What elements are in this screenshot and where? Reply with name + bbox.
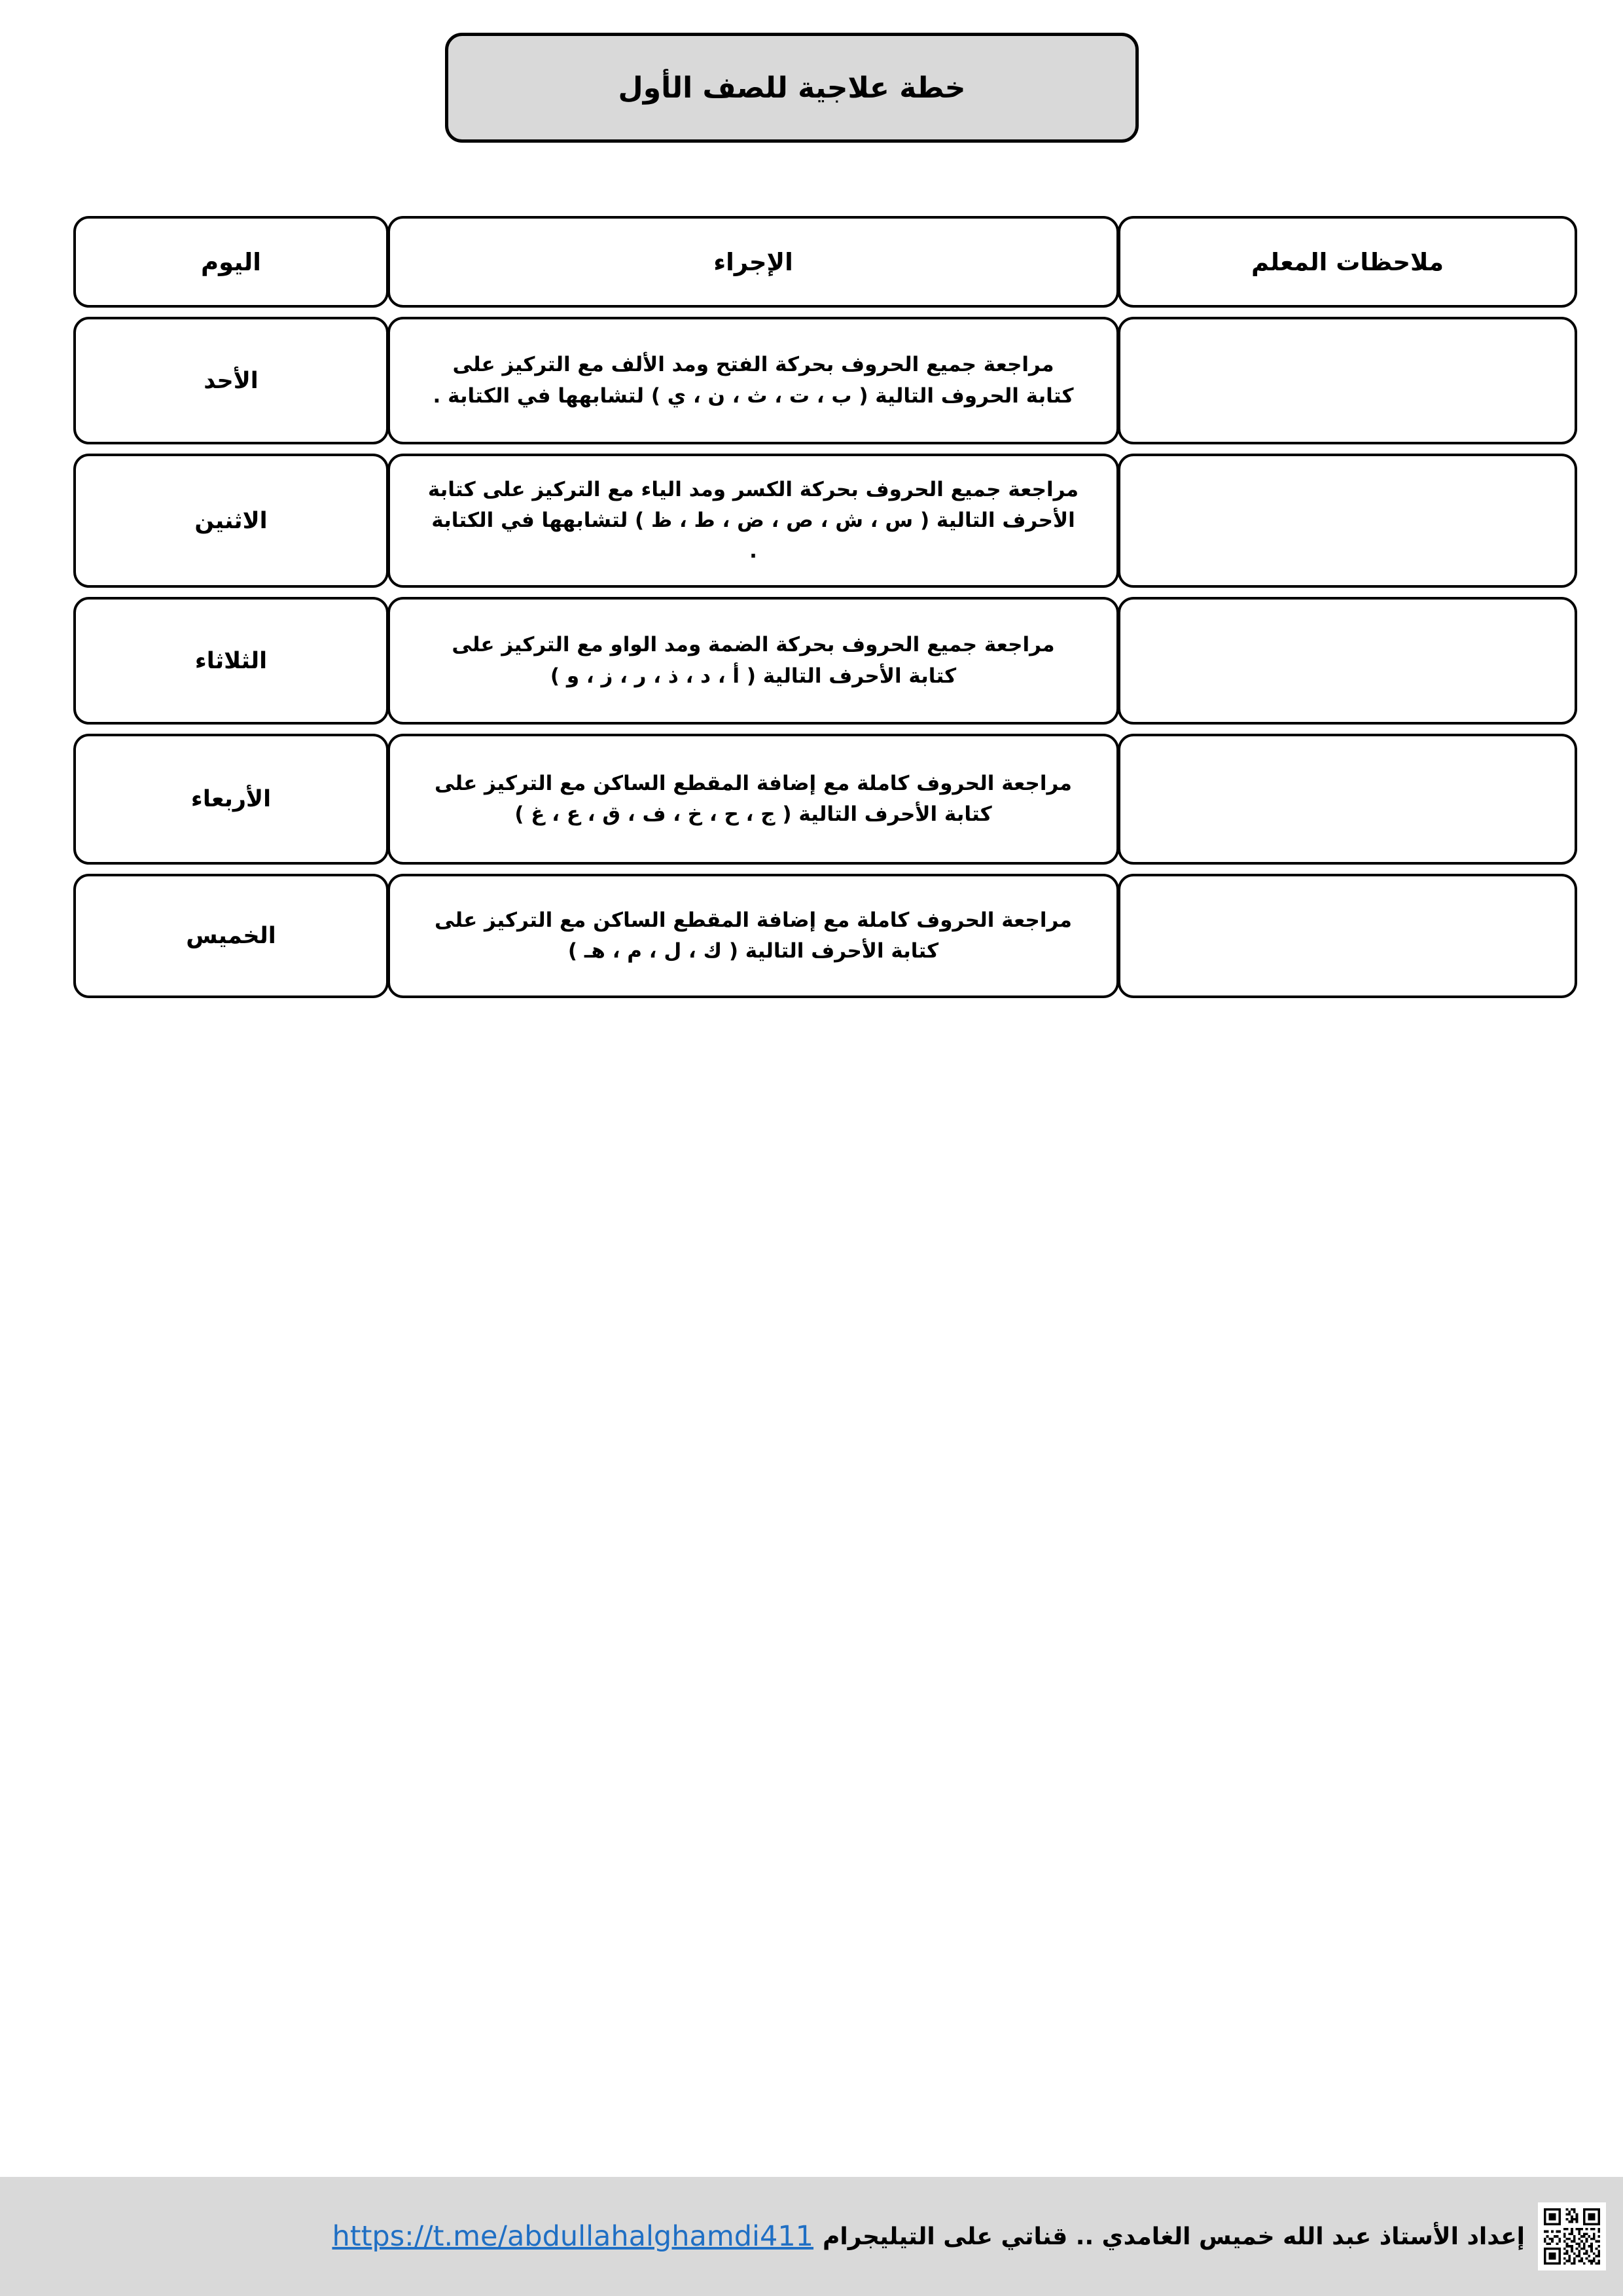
procedure-text: مراجعة جميع الحروف بحركة الفتح ومد الألف مع التركيز على كتابة الحروف التالية ( ب ، ت ، ث ، ن ، ي ) لتشابهها في الكتابة . — [433, 353, 1074, 408]
procedure-cell — [387, 454, 1119, 588]
remedial-plan-table — [72, 216, 1577, 998]
notes-input-area[interactable] — [1135, 745, 1560, 853]
procedure-cell — [387, 597, 1119, 725]
table-row — [72, 317, 1577, 444]
day-cell — [73, 317, 389, 444]
day-label: الأحد — [204, 367, 259, 394]
day-cell — [73, 874, 389, 998]
day-label: الثلاثاء — [194, 647, 268, 674]
page-title: خطة علاجية للصف الأول — [618, 71, 966, 105]
procedure-text: مراجعة الحروف كاملة مع إضافة المقطع الساكن مع التركيز على كتابة الأحرف التالية ( ك ، ل ، م ، هـ ) — [435, 908, 1072, 963]
procedure-text: مراجعة جميع الحروف بحركة الكسر ومد الياء مع التركيز على كتابة الأحرف التالية ( س ، ش ، ص ، ض ، ط ، ظ ) لتشابهها في الكتابة . — [427, 477, 1079, 564]
table-header-row — [72, 216, 1577, 308]
notes-cell[interactable] — [1118, 874, 1577, 998]
table-row — [72, 874, 1577, 998]
procedure-text: مراجعة الحروف كاملة مع إضافة المقطع الساكن مع التركيز على كتابة الأحرف التالية ( ج ، ح ، خ ، ف ، ق ، ع ، غ ) — [435, 771, 1072, 826]
telegram-channel-link[interactable]: https://t.me/abdullahalghamdi411 — [332, 2220, 814, 2253]
notes-cell[interactable] — [1118, 597, 1577, 725]
column-header-notes-label: ملاحظات المعلم — [1251, 247, 1444, 276]
notes-input-area[interactable] — [1135, 886, 1560, 986]
table-row — [72, 454, 1577, 588]
title-box — [445, 33, 1139, 143]
column-header-procedure — [387, 216, 1119, 308]
notes-input-area[interactable] — [1135, 609, 1560, 713]
table-row — [72, 734, 1577, 865]
title-banner — [445, 33, 1139, 143]
procedure-cell — [387, 874, 1119, 998]
day-label: الخميس — [186, 923, 276, 949]
procedure-text: مراجعة جميع الحروف بحركة الضمة ومد الواو مع التركيز على كتابة الأحرف التالية ( أ ، د ، ذ ، ر ، ز ، و ) — [452, 633, 1055, 688]
footer-credit-text: إعداد الأستاذ عبد الله خميس الغامدي .. قناتي على التيليجرام — [823, 2223, 1525, 2250]
day-cell — [73, 454, 389, 588]
procedure-cell — [387, 734, 1119, 865]
notes-cell[interactable] — [1118, 454, 1577, 588]
notes-cell[interactable] — [1118, 317, 1577, 444]
day-cell — [73, 734, 389, 865]
notes-cell[interactable] — [1118, 734, 1577, 865]
column-header-day-label: اليوم — [201, 247, 261, 276]
footer-bar — [0, 2177, 1623, 2296]
column-header-notes — [1118, 216, 1577, 308]
day-label: الاثنين — [194, 507, 268, 534]
procedure-cell — [387, 317, 1119, 444]
day-label: الأربعاء — [190, 786, 272, 812]
table-row — [72, 597, 1577, 725]
day-cell — [73, 597, 389, 725]
notes-input-area[interactable] — [1135, 329, 1560, 433]
notes-input-area[interactable] — [1135, 465, 1560, 576]
qr-code-icon — [1538, 2202, 1606, 2270]
column-header-procedure-label: الإجراء — [713, 247, 793, 276]
qr-code-svg — [1541, 2206, 1603, 2267]
column-header-day — [73, 216, 389, 308]
